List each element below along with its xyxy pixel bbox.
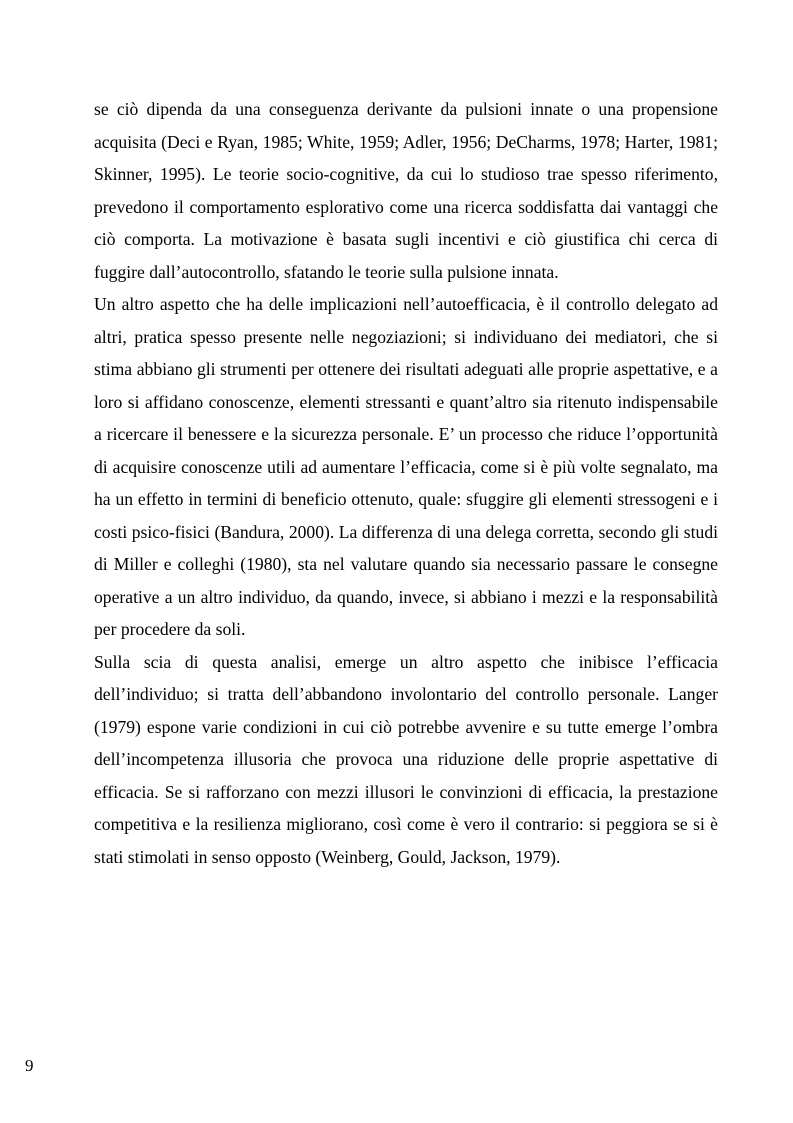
page-number: 9 — [25, 1056, 34, 1075]
body-text — [94, 93, 718, 873]
paragraph-1: se ciò dipenda da una conseguenza derivante da pulsioni innate o una propensione acquisita (Deci e Ryan, 1985; White, 1959; Adler, 1956; DeCharms, 1978; Harter, 1981; Skinner, 1995). Le teorie socio-cognitive, da cui lo studioso trae spesso riferimento, prevedono il comportamento esplorativo come una ricerca soddisfatta dai vantaggi che ciò comporta. La motivazione è basata sugli incentivi e ciò giustifica chi cerca di fuggire dall’autocontrollo, sfatando le teorie sulla pulsione innata. — [94, 99, 718, 282]
paragraph-3: Sulla scia di questa analisi, emerge un altro aspetto che inibisce l’efficacia dell’individuo; si tratta dell’abbandono involontario del controllo personale. Langer (1979) espone varie condizioni in cui ciò potrebbe avvenire e su tutte emerge l’ombra dell’incompetenza illusoria che provoca una riduzione delle proprie aspettative di efficacia. Se si rafforzano con mezzi illusori le convinzioni di efficacia, la prestazione competitiva e la resilienza migliorano, così come è vero il contrario: si peggiora se si è stati stimolati in senso opposto (Weinberg, Gould, Jackson, 1979). — [94, 651, 718, 867]
paragraph-2: Un altro aspetto che ha delle implicazioni nell’autoefficacia, è il controllo delegato ad altri, pratica spesso presente nelle negoziazioni; si individuano dei mediatori, che si stima abbiano gli strumenti per ottenere dei risultati adeguati alle proprie aspettative, e a loro si affidano conoscenze, elementi stressanti e quant’altro sia ritenuto indispensabile a ricercare il benessere e la sicurezza personale. E’ un processo che riduce l’opportunità di acquisire conoscenze utili ad aumentare l’efficacia, come si è più volte segnalato, ma ha un effetto in termini di beneficio ottenuto, quale: sfuggire gli elementi stressogeni e i costi psico-fisici (Bandura, 2000). La differenza di una delega corretta, secondo gli studi di Miller e colleghi (1980), sta nel valutare quando sia necessario passare le consegne operative a un altro individuo, da quando, invece, si abbiano i mezzi e la responsabilità per procedere da soli. — [94, 294, 718, 639]
